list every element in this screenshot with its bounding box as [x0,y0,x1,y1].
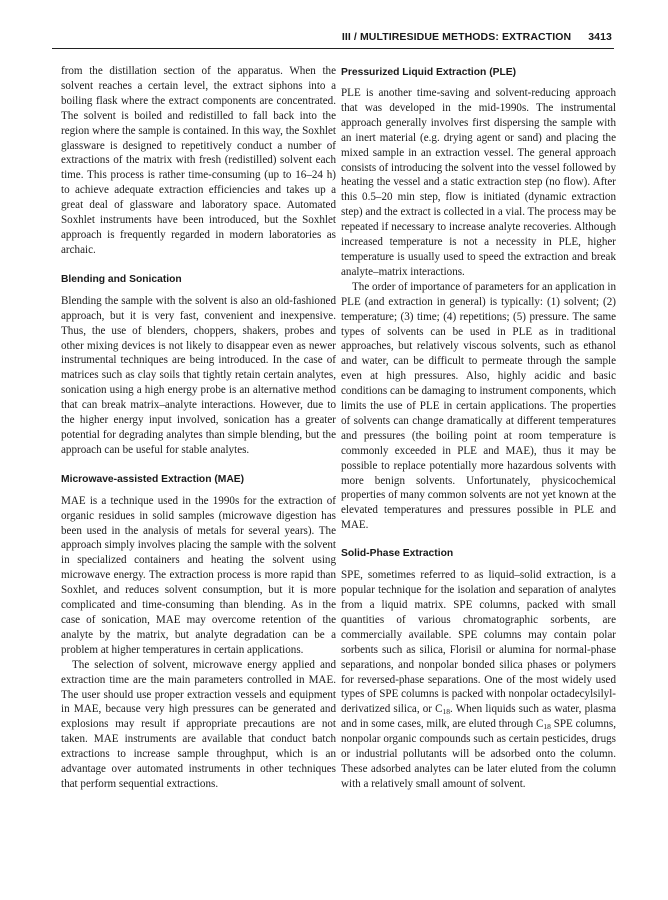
running-title: III / MULTIRESIDUE METHODS: EXTRACTION [341,31,572,43]
heading-spe: Solid-Phase Extraction [341,548,454,560]
paragraph-mae-2: The selection of solvent, microwave energy applied and extraction time are the main parameters controlled in MAE. The user should use proper extraction vessels and equipment in MAE, because very high pressures can be generated and explosions may result if appropriate precautions are not taken. MAE instruments are available that conduct batch extractions to increase sample throughput, which is an advantage over automated instruments in other techniques that perform sequential extractions. [61,658,336,790]
paragraph-ple-2: The order of importance of parameters for an application in PLE (and extraction in general) is typically: (1) solvent; (2) temperature; (3) time; (4) repetitions; (5) pressure. The same types of solvents can be used in PLE as in traditional approaches, but relatively viscous solvents, such as ethanol and water, can be difficult to permeate through the sample even at high pressures. Also, highly acidic and basic conditions can be damaging to instrument components, which limits the use of PLE in certain applications. The properties of solvents can change dramatically at different temperatures and pressures (the boiling point at room temperature is commonly exceeded in PLE and MAE), thus it may be possible to replace potentially more hazardous solvents with more benign solvents. Unfortunately, physicochemical properties of many common solvents are not yet known at the elevated temperatures and pressures possible in PLE and MAE. [341,280,616,532]
page-header [0,0,668,48]
spe-text-part-3: SPE columns, nonpolar organic compounds such as certain pesticides, drugs or industrial pollutants will be adsorbed onto the column. These adsorbed analytes can be later eluted from the column with a relatively small amount of solvent. [341,718,617,790]
heading-mae: Microwave-assisted Extraction (MAE) [61,473,245,485]
c18-subscript: 18 [543,722,551,732]
heading-blending-sonication: Blending and Sonication [61,273,182,285]
paragraph-spe [341,568,616,792]
right-column [341,64,616,792]
paragraph-mae-1: MAE is a technique used in the 1990s for the extraction of organic residues in solid samples (microwave digestion has been used in the analysis of metals for several years). The approach simply involves placing the sample with the solvent in specialized containers and heating the solvent using microwave energy. The extraction process is more rapid than Soxhlet, and reduces solvent consumption, but it is more complicated and time-consuming than blending. As in the case of sonication, MAE may overcome retention of the analyte by the matrix, but analyte degradation can be a problem at higher temperatures in certain applications. [61,494,336,656]
running-header [342,31,612,43]
left-column [61,64,336,792]
c18-subscript: 18 [442,707,450,717]
paragraph-ple-1: PLE is another time-saving and solvent-reducing approach that was developed in the mid-1990s. The instrumental approach generally involves first dispersing the sample with an inert material (e.g. drying agent or sand) and placing the mixed sample in an extraction vessel. The general approach consists of introducing the solvent into the vessel followed by heating the vessel and a static extraction step (no flow). After this 0.5–20 min step, flow is initiated (dynamic extraction step) and the extract is collected in a vial. The process may be repeated if necessary to increase analyte recoveries. Although increased temperature is not a necessity in PLE, higher temperature is usually used to speed the extraction and break analyte–matrix interactions. [341,87,616,278]
spe-text-part-1: SPE, sometimes referred to as liquid–solid extraction, is a popular technique for the isolation and separation of analytes from a liquid matrix. SPE columns, packed with small quantities of various chromatographic sorbents, are commercially available. SPE columns may contain polar sorbents such as silica, Florisil or alumina for normal-phase separations, and nonpolar bonded silica phases or polymers for reversed-phase separations. One of the most widely used types of SPE columns is packed with nonpolar octadecylsilyl-derivatized silica, or C [341,569,616,716]
paragraph-soxhlet-continued: from the distillation section of the apparatus. When the solvent reaches a certain level, the extract siphons into a boiling flask where the extract components are concentrated. The solvent is boiled and redistilled to fall back into the region where the sample is contained. In this way, the Soxhlet glassware is designed to repetitively conduct a number of extractions of the matrix with fresh (redistilled) solvent each time. This process is rather time-consuming (up to 16–24 h) to achieve adequate extraction efficiencies and takes up a great deal of glassware and laboratory space. Automated Soxhlet instruments have been introduced, but the Soxhlet approach is frequently regarded in modern laboratories as archaic. [61,65,336,256]
spe-text-part-2: . When liquids such as water, plasma and in some cases, milk, are eluted through C [341,703,616,731]
heading-ple: Pressurized Liquid Extraction (PLE) [341,67,517,78]
header-rule [52,48,614,49]
paragraph-blending: Blending the sample with the solvent is also an old-fashioned approach, but it is very fast, convenient and inexpensive. Thus, the use of blenders, choppers, shakers, probes and other mixing devices is not likely to disappear even as newer instrumental techniques are being introduced. In the case of matrices such as clay soils that tightly retain certain analytes, sonication using a high energy probe is an alternative method that can break matrix–analyte interactions. However, due to the higher energy input involved, sonication has a greater potential for degrading analytes than simple blending, but the approach can be useful for stable analytes. [61,294,336,456]
page-number: 3413 [588,31,612,43]
